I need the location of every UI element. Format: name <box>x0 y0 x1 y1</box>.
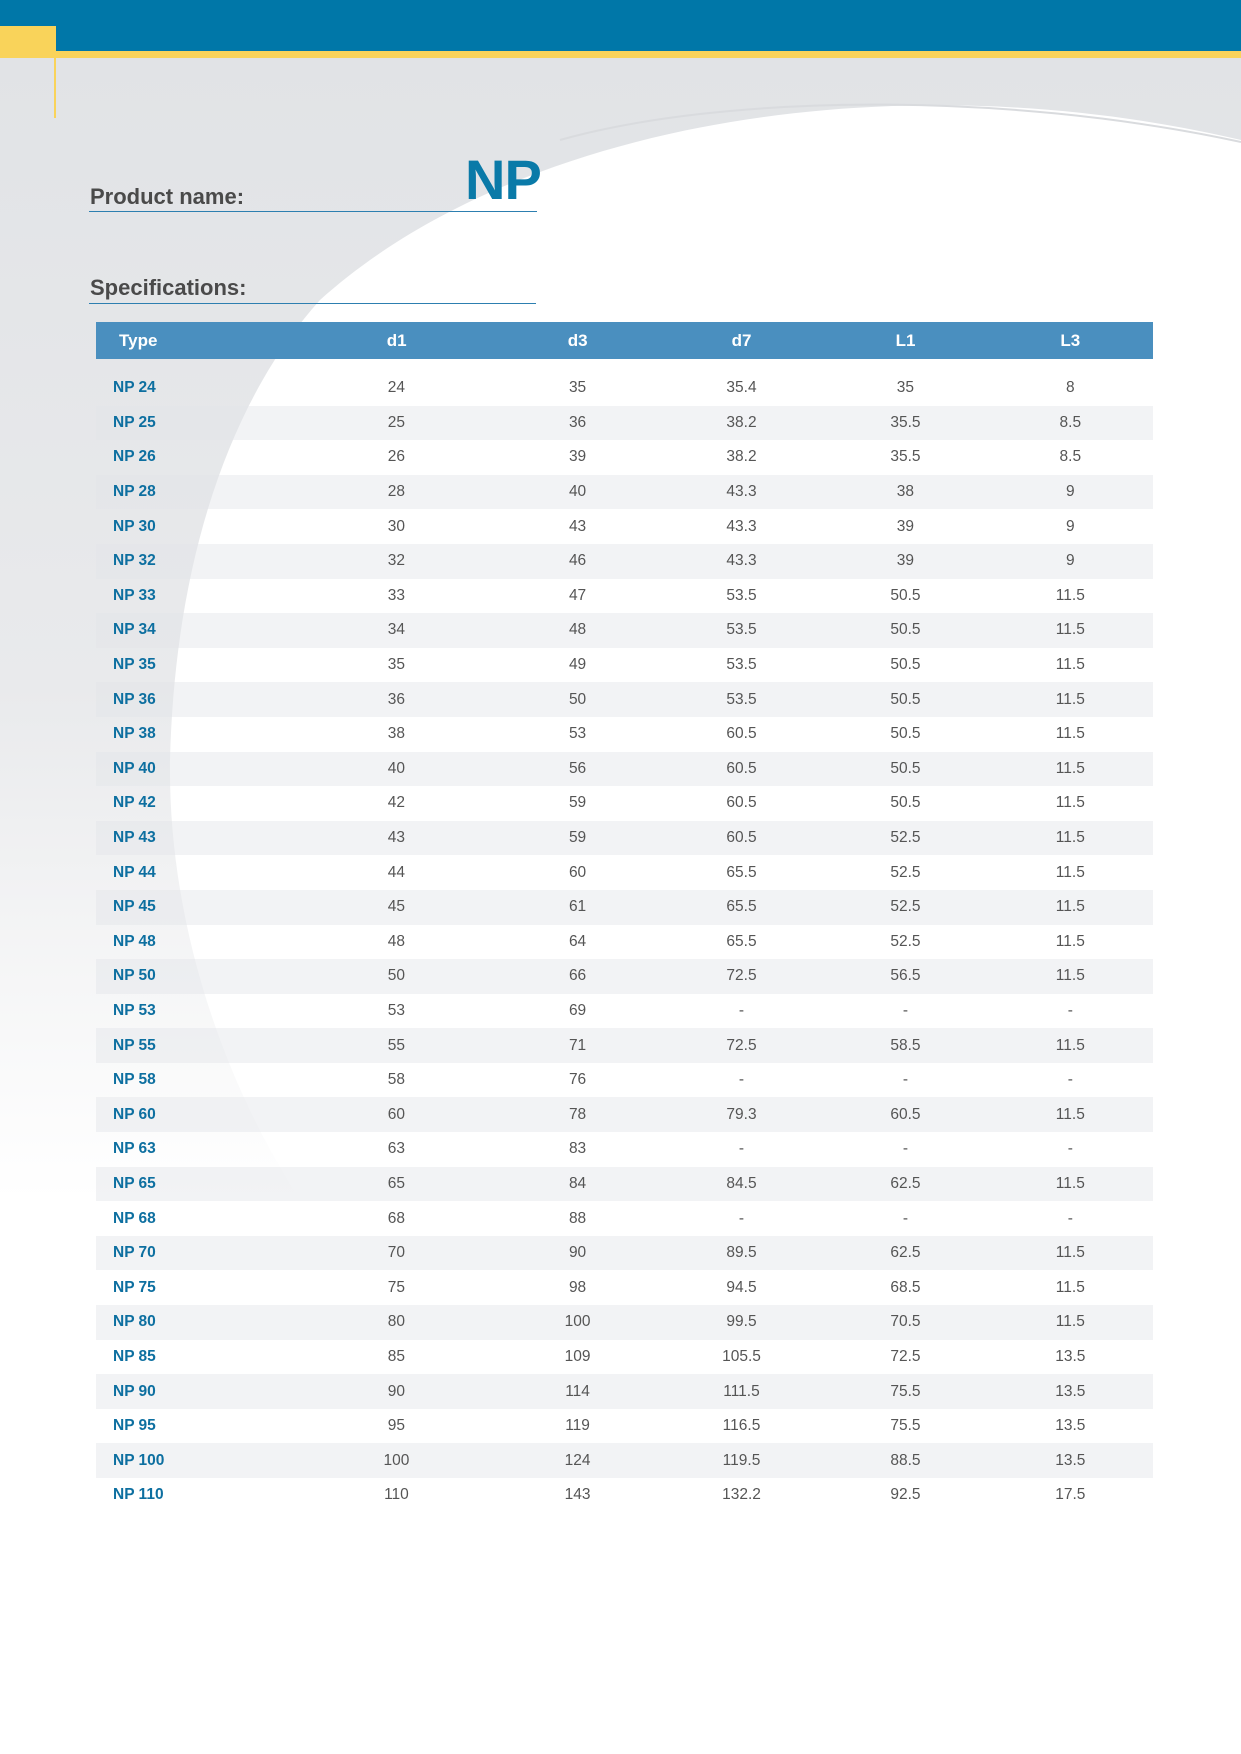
cell-d1: 110 <box>384 1486 409 1504</box>
table-row <box>96 1201 1153 1236</box>
cell-l3: 11.5 <box>1055 690 1085 708</box>
cell-d3: 39 <box>568 448 587 466</box>
specifications-table <box>96 322 1153 1513</box>
cell-type: NP 53 <box>113 1001 156 1019</box>
cell-d3: 90 <box>568 1244 587 1262</box>
cell-d1: 63 <box>387 1140 406 1158</box>
cell-d1: 43 <box>387 829 406 847</box>
cell-l1: 88.5 <box>890 1451 921 1469</box>
table-row <box>96 544 1153 579</box>
product-name-label: Product name: <box>90 184 245 209</box>
cell-l3: 11.5 <box>1055 829 1085 847</box>
column-header-l1: L1 <box>895 330 916 350</box>
cell-l3: 13.5 <box>1055 1347 1086 1365</box>
cell-d1: 25 <box>387 413 406 431</box>
cell-d3: 124 <box>564 1451 591 1469</box>
cell-d7: 111.5 <box>723 1382 760 1400</box>
table-row <box>96 925 1153 960</box>
cell-type: NP 100 <box>113 1451 165 1469</box>
cell-l1: 39 <box>896 552 915 570</box>
cell-type: NP 95 <box>113 1417 156 1435</box>
cell-l1: 56.5 <box>890 967 921 985</box>
cell-l3: 11.5 <box>1055 656 1085 674</box>
table-row <box>96 959 1153 994</box>
cell-l1: 70.5 <box>890 1313 921 1331</box>
table-row <box>96 579 1153 614</box>
cell-d3: 36 <box>568 413 587 431</box>
cell-l1: 50.5 <box>890 656 921 674</box>
cell-d7: 60.5 <box>726 829 757 847</box>
cell-l1: 50.5 <box>890 621 921 639</box>
cell-l3: 11.5 <box>1055 1278 1085 1296</box>
cell-d7: 38.2 <box>726 448 757 466</box>
cell-d7: 53.5 <box>726 621 757 639</box>
cell-d1: 75 <box>387 1278 406 1296</box>
cell-d7: - <box>738 1071 745 1089</box>
cell-d1: 48 <box>387 932 406 950</box>
cell-l3: 11.5 <box>1055 586 1085 604</box>
table-row <box>96 717 1153 752</box>
table-row <box>96 406 1153 441</box>
cell-type: NP 25 <box>113 413 156 431</box>
table-row <box>96 1340 1153 1375</box>
cell-d3: 59 <box>568 829 587 847</box>
cell-l3: 11.5 <box>1055 1174 1085 1192</box>
cell-d1: 68 <box>387 1209 406 1227</box>
cell-l1: 50.5 <box>890 586 921 604</box>
cell-type: NP 70 <box>113 1244 156 1262</box>
cell-d3: 50 <box>568 690 587 708</box>
specifications-label: Specifications: <box>90 275 247 300</box>
cell-d7: 72.5 <box>726 967 757 985</box>
cell-l1: 50.5 <box>890 794 921 812</box>
cell-type: NP 60 <box>113 1105 156 1123</box>
cell-d7: 65.5 <box>726 898 757 916</box>
cell-l3: - <box>1067 1209 1073 1227</box>
cell-l1: 38 <box>896 483 915 501</box>
cell-type: NP 55 <box>113 1036 156 1054</box>
cell-d7: 94.5 <box>726 1278 757 1296</box>
cell-d3: 61 <box>568 898 587 916</box>
cell-l3: 17.5 <box>1055 1486 1086 1504</box>
cell-d3: 98 <box>568 1278 587 1296</box>
cell-type: NP 80 <box>113 1313 156 1331</box>
cell-l3: 9 <box>1066 552 1075 570</box>
cell-d7: 84.5 <box>726 1174 757 1192</box>
cell-type: NP 68 <box>113 1209 156 1227</box>
cell-d7: 43.3 <box>726 517 757 535</box>
cell-l1: - <box>902 1140 908 1158</box>
table-row <box>96 440 1153 475</box>
cell-d1: 100 <box>383 1451 410 1469</box>
table-row <box>96 613 1153 648</box>
cell-l1: 62.5 <box>890 1244 921 1262</box>
cell-d1: 60 <box>387 1105 406 1123</box>
cell-d3: 100 <box>564 1313 591 1331</box>
cell-type: NP 75 <box>113 1278 156 1296</box>
product-name-underline <box>89 211 537 212</box>
cell-d1: 70 <box>387 1244 406 1262</box>
table-row <box>96 821 1153 856</box>
cell-d3: 66 <box>568 967 587 985</box>
cell-l3: 11.5 <box>1055 1244 1085 1262</box>
cell-l3: - <box>1067 1001 1073 1019</box>
cell-d1: 35 <box>387 656 406 674</box>
table-row <box>96 648 1153 683</box>
table-row <box>96 994 1153 1029</box>
cell-type: NP 28 <box>113 483 156 501</box>
cell-d3: 59 <box>568 794 587 812</box>
cell-d7: 99.5 <box>726 1313 757 1331</box>
cell-l1: 72.5 <box>890 1347 921 1365</box>
column-header-d1: d1 <box>386 330 407 350</box>
table-row <box>96 1443 1153 1478</box>
cell-l3: 11.5 <box>1055 932 1085 950</box>
cell-type: NP 43 <box>113 829 156 847</box>
cell-d1: 33 <box>387 586 406 604</box>
cell-type: NP 45 <box>113 898 156 916</box>
cell-d3: 69 <box>568 1001 587 1019</box>
cell-type: NP 63 <box>113 1140 156 1158</box>
cell-d1: 45 <box>387 898 406 916</box>
cell-l1: - <box>902 1071 908 1089</box>
cell-d7: 72.5 <box>726 1036 757 1054</box>
cell-d3: 84 <box>568 1174 587 1192</box>
cell-d3: 48 <box>568 621 587 639</box>
cell-d1: 58 <box>387 1071 406 1089</box>
table-row <box>96 1028 1153 1063</box>
cell-d7: 116.5 <box>722 1417 761 1435</box>
cell-d3: 83 <box>568 1140 587 1158</box>
cell-d7: - <box>738 1001 745 1019</box>
table-row <box>96 890 1153 925</box>
cell-l1: 68.5 <box>890 1278 921 1296</box>
cell-d3: 56 <box>568 759 587 777</box>
cell-d3: 40 <box>568 483 587 501</box>
cell-d1: 65 <box>387 1174 406 1192</box>
cell-l3: 11.5 <box>1055 794 1085 812</box>
cell-d3: 114 <box>565 1382 590 1400</box>
cell-l1: 35 <box>896 379 915 397</box>
cell-l1: 92.5 <box>890 1486 921 1504</box>
cell-l1: 50.5 <box>890 725 921 743</box>
cell-d7: 65.5 <box>726 863 757 881</box>
cell-d7: 60.5 <box>726 759 757 777</box>
cell-type: NP 26 <box>113 448 156 466</box>
cell-l3: 11.5 <box>1055 1313 1085 1331</box>
column-header-d3: d3 <box>567 330 588 350</box>
cell-l3: 13.5 <box>1055 1382 1086 1400</box>
product-name-value: NP <box>465 148 541 211</box>
cell-d1: 50 <box>387 967 406 985</box>
table-row <box>96 1409 1153 1444</box>
cell-d1: 32 <box>387 552 406 570</box>
cell-d7: 132.2 <box>722 1486 761 1504</box>
cell-type: NP 110 <box>113 1486 164 1504</box>
cell-d7: 60.5 <box>726 725 757 743</box>
cell-d3: 49 <box>568 656 587 674</box>
cell-d3: 43 <box>568 517 587 535</box>
cell-l3: 8.5 <box>1059 448 1082 466</box>
cell-l3: 11.5 <box>1055 725 1085 743</box>
cell-l3: 8.5 <box>1059 413 1082 431</box>
cell-l3: 11.5 <box>1055 967 1085 985</box>
cell-type: NP 40 <box>113 759 156 777</box>
column-header-type: Type <box>119 330 158 350</box>
table-row <box>96 1270 1153 1305</box>
cell-l1: 50.5 <box>890 759 921 777</box>
cell-l1: 52.5 <box>890 829 921 847</box>
cell-d7: 65.5 <box>726 932 757 950</box>
cell-d7: 38.2 <box>726 413 757 431</box>
table-row <box>96 1374 1153 1409</box>
cell-d7: 119.5 <box>722 1451 761 1469</box>
cell-type: NP 44 <box>113 863 156 881</box>
cell-d3: 88 <box>568 1209 587 1227</box>
cell-d7: 53.5 <box>726 690 757 708</box>
header-bar <box>0 0 1241 51</box>
cell-d1: 55 <box>387 1036 406 1054</box>
cell-d7: 89.5 <box>726 1244 757 1262</box>
table-row <box>96 1097 1153 1132</box>
cell-d7: 53.5 <box>726 586 757 604</box>
table-row <box>96 1305 1153 1340</box>
cell-type: NP 58 <box>113 1071 156 1089</box>
cell-type: NP 42 <box>113 794 156 812</box>
cell-l3: 13.5 <box>1055 1417 1086 1435</box>
cell-d1: 90 <box>387 1382 406 1400</box>
cell-type: NP 35 <box>113 656 156 674</box>
cell-type: NP 38 <box>113 725 156 743</box>
table-row <box>96 786 1153 821</box>
cell-d3: 76 <box>568 1071 587 1089</box>
table-row <box>96 1132 1153 1167</box>
cell-d1: 38 <box>387 725 406 743</box>
cell-l1: 50.5 <box>890 690 921 708</box>
cell-type: NP 65 <box>113 1174 156 1192</box>
cell-l1: 39 <box>896 517 915 535</box>
cell-d1: 24 <box>387 379 406 397</box>
table-row <box>96 1167 1153 1202</box>
table-row <box>96 1236 1153 1271</box>
cell-d7: 53.5 <box>726 656 757 674</box>
cell-d7: 43.3 <box>726 483 757 501</box>
cell-l1: 58.5 <box>890 1036 921 1054</box>
cell-d3: 71 <box>568 1036 587 1054</box>
cell-type: NP 85 <box>113 1347 156 1365</box>
cell-type: NP 32 <box>113 552 156 570</box>
cell-l1: 52.5 <box>890 863 921 881</box>
cell-l3: 11.5 <box>1055 1036 1085 1054</box>
cell-d1: 42 <box>387 794 406 812</box>
cell-d1: 44 <box>387 863 406 881</box>
table-row <box>96 1063 1153 1098</box>
column-header-l3: L3 <box>1060 330 1081 350</box>
column-header-d7: d7 <box>731 330 752 350</box>
cell-d3: 60 <box>568 863 587 881</box>
cell-d7: 43.3 <box>726 552 757 570</box>
table-row <box>96 509 1153 544</box>
header-accent-stripe <box>0 51 1241 58</box>
cell-d3: 35 <box>568 379 587 397</box>
cell-d7: 35.4 <box>726 379 757 397</box>
cell-d1: 95 <box>387 1417 406 1435</box>
cell-d7: 60.5 <box>726 794 757 812</box>
cell-d3: 46 <box>568 552 587 570</box>
cell-d3: 47 <box>568 586 587 604</box>
cell-l1: 35.5 <box>890 413 921 431</box>
cell-l3: 11.5 <box>1055 898 1085 916</box>
cell-l1: 60.5 <box>890 1105 921 1123</box>
cell-l3: 8 <box>1066 379 1075 397</box>
cell-l3: 11.5 <box>1055 1105 1085 1123</box>
cell-d1: 30 <box>387 517 406 535</box>
cell-type: NP 36 <box>113 690 156 708</box>
cell-d1: 28 <box>387 483 406 501</box>
cell-d3: 53 <box>568 725 587 743</box>
cell-l1: 35.5 <box>890 448 921 466</box>
cell-type: NP 34 <box>113 621 156 639</box>
cell-d7: 79.3 <box>726 1105 757 1123</box>
cell-d1: 26 <box>387 448 406 466</box>
cell-d3: 109 <box>564 1347 591 1365</box>
cell-d3: 143 <box>564 1486 591 1504</box>
cell-type: NP 24 <box>113 379 156 397</box>
specifications-underline <box>89 303 536 304</box>
cell-l3: 11.5 <box>1055 863 1085 881</box>
table-row <box>96 475 1153 510</box>
cell-d1: 36 <box>387 690 406 708</box>
cell-d1: 53 <box>387 1001 406 1019</box>
cell-l1: 62.5 <box>890 1174 921 1192</box>
cell-l1: - <box>902 1209 908 1227</box>
cell-d3: 119 <box>565 1417 590 1435</box>
cell-l3: 9 <box>1066 483 1075 501</box>
cell-l3: - <box>1067 1140 1073 1158</box>
cell-d1: 34 <box>387 621 406 639</box>
corner-accent <box>0 26 56 58</box>
cell-l1: 52.5 <box>890 898 921 916</box>
cell-l3: 11.5 <box>1055 621 1085 639</box>
table-row <box>96 855 1153 890</box>
cell-l3: 9 <box>1066 517 1075 535</box>
cell-type: NP 50 <box>113 967 156 985</box>
table-row <box>96 1478 1153 1513</box>
cell-l1: 75.5 <box>890 1382 921 1400</box>
cell-type: NP 33 <box>113 586 156 604</box>
cell-d1: 85 <box>387 1347 406 1365</box>
table-row <box>96 371 1153 406</box>
cell-d1: 80 <box>387 1313 406 1331</box>
table-body <box>96 371 1153 1513</box>
cell-type: NP 90 <box>113 1382 156 1400</box>
cell-l3: 13.5 <box>1055 1451 1086 1469</box>
cell-d7: - <box>738 1140 745 1158</box>
cell-l3: 11.5 <box>1055 759 1085 777</box>
table-row <box>96 752 1153 787</box>
cell-d1: 40 <box>387 759 406 777</box>
cell-type: NP 30 <box>113 517 156 535</box>
cell-l3: - <box>1067 1071 1073 1089</box>
corner-accent-line <box>54 58 56 118</box>
cell-d7: 105.5 <box>722 1347 761 1365</box>
cell-l1: - <box>902 1001 908 1019</box>
cell-d3: 64 <box>568 932 587 950</box>
cell-d7: - <box>738 1209 745 1227</box>
cell-d3: 78 <box>568 1105 587 1123</box>
cell-type: NP 48 <box>113 932 156 950</box>
table-row <box>96 682 1153 717</box>
cell-l1: 75.5 <box>890 1417 921 1435</box>
table-header <box>96 322 1153 359</box>
cell-l1: 52.5 <box>890 932 921 950</box>
